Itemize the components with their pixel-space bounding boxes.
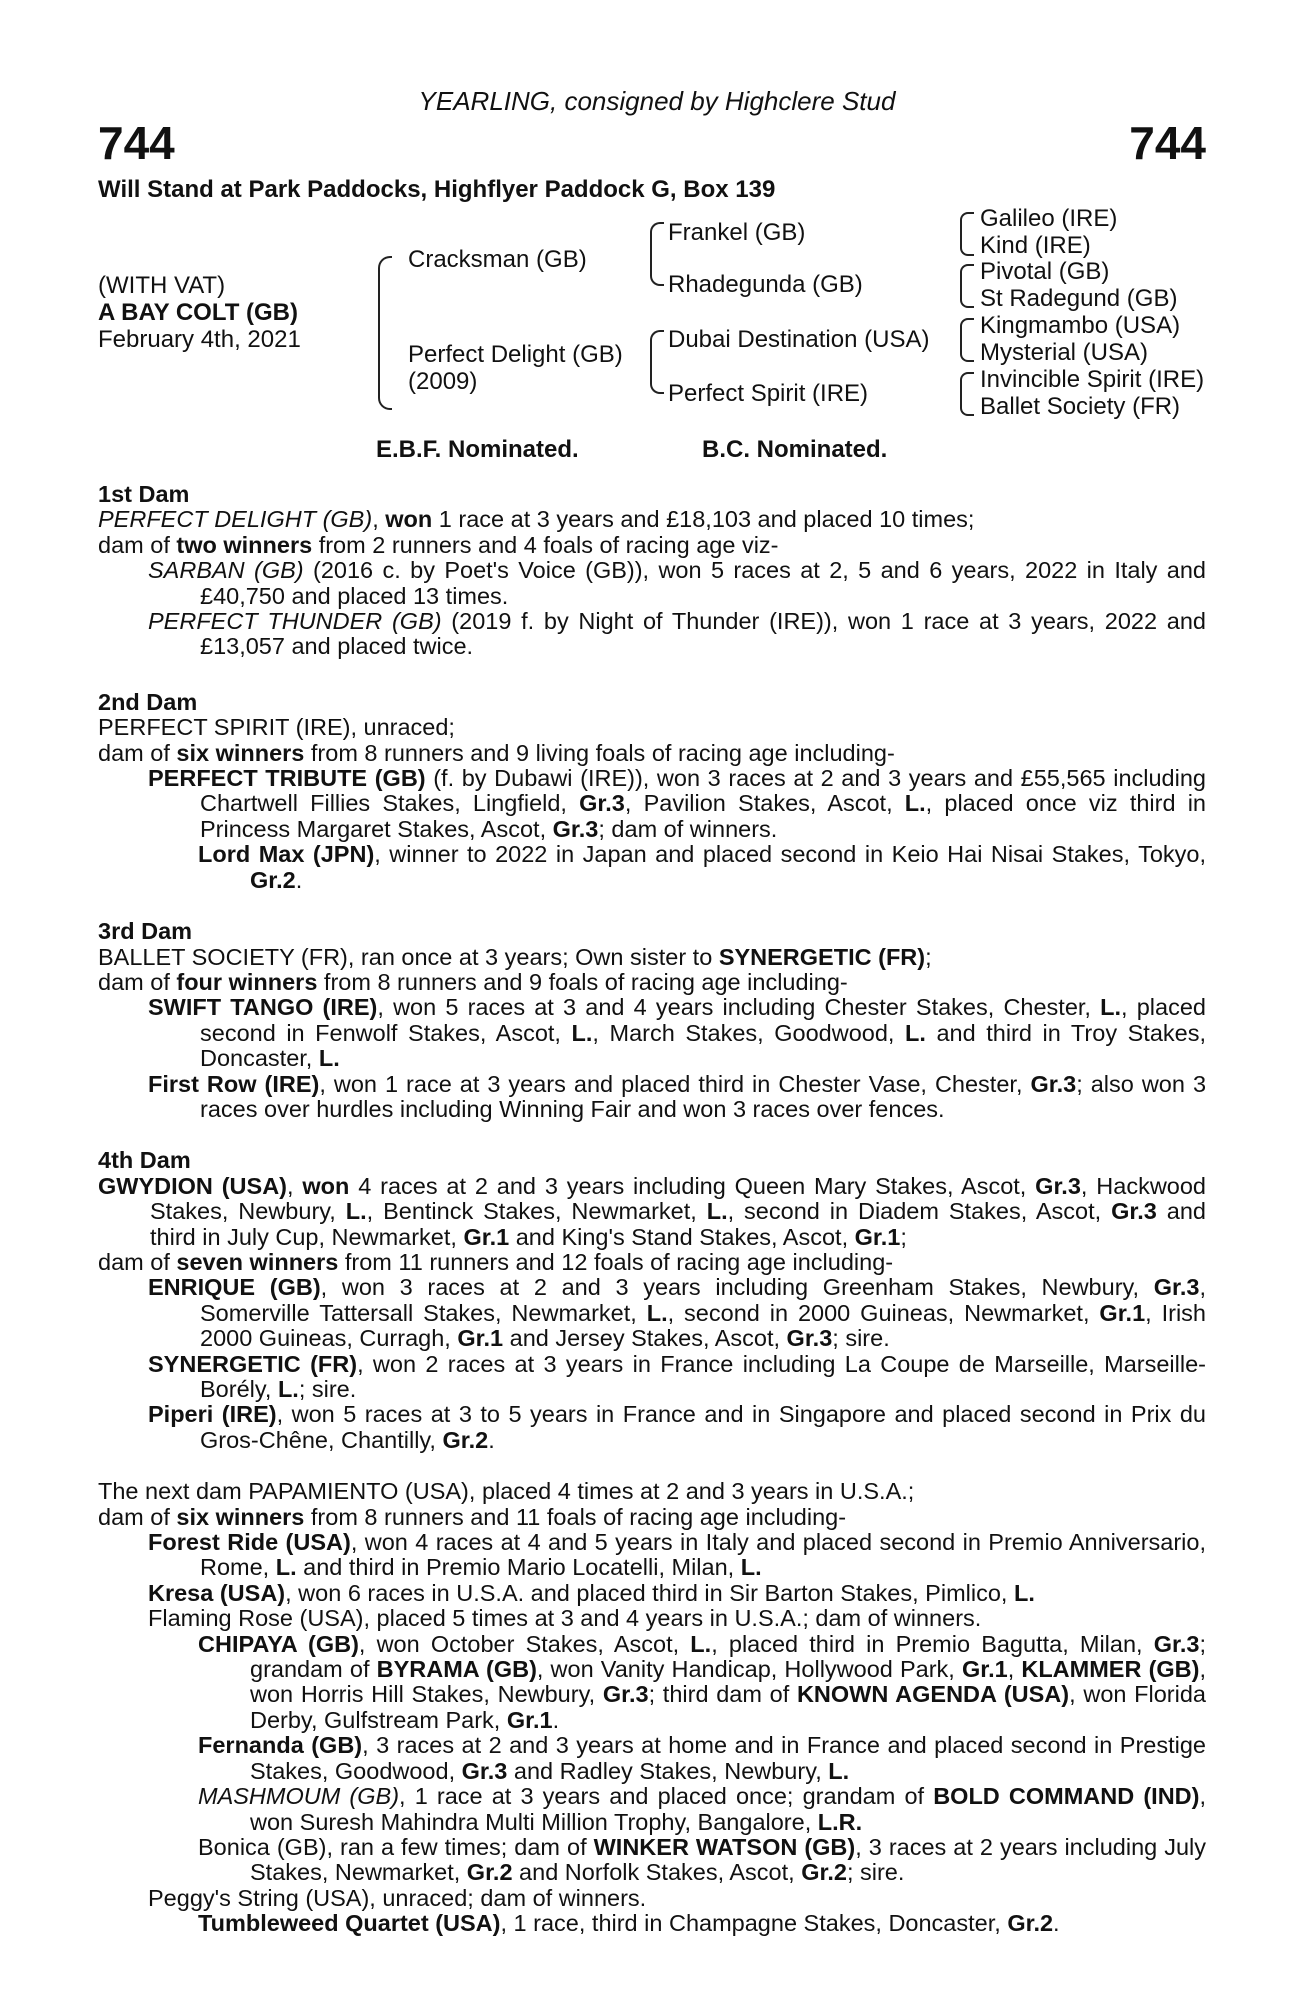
progeny-entry: [98, 1835, 1206, 1886]
text: , won 6 races in U.S.A. and placed third in Sir Barton Stakes, Pimlico,: [285, 1579, 1014, 1606]
text: , Somerville Tattersall Stakes, Newmarket,: [200, 1274, 1207, 1326]
text: and King's Stand Stakes, Ascot,: [509, 1223, 855, 1250]
text: and Radley Stakes, Newbury,: [507, 1757, 829, 1784]
text: ,: [287, 1172, 303, 1199]
produce-summary: [98, 533, 1206, 558]
text: four winners: [176, 968, 318, 995]
text: dam of: [98, 1503, 177, 1530]
dam-record: PERFECT SPIRIT (IRE), unraced;: [98, 714, 455, 741]
progeny-name: PERFECT THUNDER (GB): [148, 608, 442, 635]
text: L.: [1100, 994, 1122, 1021]
progeny-entry: [98, 1352, 1206, 1403]
text: Gr.2: [1007, 1910, 1054, 1937]
brace-ggp-3: [960, 318, 974, 362]
progeny-entry: [98, 995, 1206, 1071]
text: from 8 runners and 9 living foals of racing age including-: [304, 739, 895, 766]
text: ; grandam of: [250, 1630, 1206, 1683]
horse-name: A BAY COLT (GB): [98, 299, 299, 326]
text: , 1 race, third in Champagne Stakes, Doncaster,: [500, 1910, 1008, 1937]
progeny-name: SYNERGETIC (FR): [148, 1350, 358, 1377]
text: , 1 race at 3 years and placed once; grandam of: [399, 1783, 934, 1810]
text: 1 race at 3 years and £18,103 and placed 10 times;: [432, 506, 975, 533]
brace-ggp-1: [960, 212, 974, 256]
text: L.: [318, 1045, 340, 1072]
progeny-name: SWIFT TANGO (IRE): [148, 994, 378, 1021]
text: BALLET SOCIETY (FR), ran once at 3 years; Own sister to: [98, 943, 719, 970]
text: , won Florida Derby, Gulfstream Park,: [250, 1681, 1206, 1733]
second-dam-section: [98, 690, 1206, 893]
ggp-7: Invincible Spirit (IRE): [980, 366, 1205, 393]
text: ,: [1007, 1656, 1022, 1683]
text: Gr.1: [961, 1656, 1008, 1683]
text: Gr.2: [250, 866, 296, 893]
produce-summary: [98, 1505, 1206, 1530]
text: and Jersey Stakes, Ascot,: [503, 1325, 787, 1352]
text: six winners: [176, 1503, 305, 1530]
text: two winners: [176, 531, 313, 558]
text: L.: [646, 1299, 668, 1326]
text: L.: [690, 1630, 712, 1657]
text: Gr.3: [579, 790, 625, 817]
text: and third in Premio Mario Locatelli, Milan,: [296, 1554, 741, 1581]
progeny-entry: [98, 1581, 1206, 1606]
progeny-name: ENRIQUE (GB): [148, 1274, 321, 1301]
text: Gr.3: [1111, 1198, 1157, 1225]
brace-ggp-2: [960, 264, 974, 308]
text: Gr.3: [786, 1325, 833, 1352]
progeny-name: Piperi (IRE): [148, 1401, 277, 1428]
text: , won Suresh Mahindra Multi Million Trophy, Bangalore,: [250, 1783, 1206, 1835]
text: L.: [277, 1376, 299, 1402]
dam-record: [98, 945, 1206, 970]
lot-number-right: 744: [1129, 117, 1206, 169]
text: ; sire.: [298, 1376, 357, 1402]
section-heading: 1st Dam: [98, 481, 190, 507]
text: ; dam of winners.: [598, 815, 778, 842]
text: WINKER WATSON (GB): [593, 1833, 856, 1860]
text: Gr.2: [466, 1859, 513, 1886]
progeny-name: Kresa (USA): [148, 1579, 286, 1606]
next-dam-section: [98, 1479, 1206, 1936]
ggp-8: Ballet Society (FR): [980, 393, 1181, 420]
text: , 3 races at 2 years including July Stakes, Newmarket,: [250, 1833, 1207, 1886]
text: Gr.2: [801, 1859, 847, 1886]
dam-sire: Dubai Destination (USA): [668, 326, 930, 353]
text: ; sire.: [846, 1859, 905, 1886]
dam: Perfect Delight (GB): [408, 341, 623, 368]
produce-summary: [98, 970, 1206, 995]
text: L.: [905, 1019, 926, 1046]
ggp-5: Kingmambo (USA): [980, 312, 1181, 339]
text: Gr.3: [552, 815, 599, 842]
lot-number-left: 744: [98, 117, 175, 169]
text: Gr.1: [1099, 1299, 1146, 1326]
text: BYRAMA (GB): [376, 1656, 537, 1683]
text: L.: [904, 790, 926, 817]
text: ;: [900, 1223, 907, 1250]
text: SYNERGETIC (FR): [718, 943, 926, 970]
sire: Cracksman (GB): [408, 246, 587, 273]
first-dam-section: [98, 482, 1206, 660]
text: , Pavilion Stakes, Ascot,: [624, 790, 905, 817]
text: , won Horris Hill Stakes, Newbury,: [250, 1656, 1206, 1708]
text: , won 5 races at 3 and 4 years including Chester Stakes, Chester,: [377, 994, 1101, 1021]
third-dam-section: [98, 919, 1206, 1122]
brace-ggp-4: [960, 372, 974, 416]
progeny-entry: [98, 1275, 1206, 1351]
ggp-2: Kind (IRE): [980, 232, 1091, 259]
text: Gr.3: [1035, 1172, 1081, 1199]
text: , placed third in Premio Bagutta, Milan,: [711, 1630, 1154, 1657]
text: Gr.3: [1153, 1630, 1200, 1657]
brace-generation-1: [378, 256, 392, 410]
text: won: [302, 1172, 350, 1199]
text: Gr.3: [602, 1681, 649, 1708]
sire-dam: Rhadegunda (GB): [668, 271, 863, 298]
text: L.: [740, 1554, 762, 1581]
text: six winners: [176, 739, 305, 766]
progeny-entry: [98, 766, 1206, 842]
ggp-6: Mysterial (USA): [980, 339, 1149, 366]
text: and third in July Cup, Newmarket,: [150, 1198, 1206, 1250]
text: dam of: [98, 739, 177, 766]
progeny-entry: [98, 1733, 1206, 1784]
text: BOLD COMMAND (IND): [933, 1783, 1200, 1810]
progeny-name: MASHMOUM (GB): [198, 1783, 400, 1810]
progeny-name: Tumbleweed Quartet (USA): [198, 1910, 501, 1937]
text: ;: [925, 943, 932, 970]
text: , 3 races at 2 and 3 years at home and in France and placed second in Prestige Stakes, Goodwood,: [250, 1732, 1206, 1784]
vat-note: (WITH VAT): [98, 272, 226, 299]
section-heading: 3rd Dam: [98, 918, 193, 945]
text: .: [1053, 1910, 1060, 1937]
progeny-entry: [98, 1784, 1206, 1835]
progeny-name: PERFECT TRIBUTE (GB): [148, 765, 426, 792]
progeny-entry: [98, 1530, 1206, 1581]
text: , won 5 races at 3 to 5 years in France and in Singapore and placed second in Prix du Gros-Chêne, Chantilly,: [200, 1401, 1206, 1453]
text: from 8 runners and 11 foals of racing age including-: [304, 1503, 847, 1530]
text: .: [552, 1706, 560, 1733]
text: Gr.1: [463, 1223, 510, 1250]
progeny-name: CHIPAYA (GB): [198, 1630, 359, 1657]
text: L.: [275, 1554, 297, 1581]
dam-year: (2009): [408, 368, 478, 395]
sire-sire: Frankel (GB): [668, 219, 806, 246]
section-heading: 4th Dam: [98, 1147, 191, 1174]
text: seven winners: [176, 1248, 339, 1275]
foaling-date: February 4th, 2021: [98, 326, 301, 353]
text: KNOWN AGENDA (USA): [796, 1681, 1070, 1708]
text: , placed second in Fenwolf Stakes, Ascot,: [200, 994, 1206, 1046]
text: 4 races at 2 and 3 years including Queen Mary Stakes, Ascot,: [349, 1172, 1036, 1199]
progeny-entry: [98, 609, 1206, 660]
text: Bonica (GB), ran a few times; dam of: [198, 1833, 594, 1860]
text: dam of: [98, 1248, 177, 1275]
text: , March Stakes, Goodwood,: [592, 1019, 906, 1046]
text: Gr.3: [1030, 1070, 1077, 1097]
text: , second in Diadem Stakes, Ascot,: [727, 1198, 1112, 1225]
catalogue-body: [98, 482, 1206, 1937]
text: won: [385, 506, 433, 533]
text: , placed once viz third in Princess Margaret Stakes, Ascot,: [200, 790, 1207, 842]
dam-name: PERFECT DELIGHT (GB): [98, 506, 373, 533]
text: , won 1 race at 3 years and placed third in Chester Vase, Chester,: [319, 1070, 1031, 1097]
progeny-entry: Peggy's String (USA), unraced; dam of winners.: [148, 1884, 647, 1911]
progeny-entry: [98, 842, 1206, 893]
text: , won Vanity Handicap, Hollywood Park,: [536, 1656, 962, 1683]
text: (f. by Dubawi (IRE)), won 3 races at 2 and 3 years and £55,565 including Chartwell Fillies Stakes, Lingfield,: [200, 765, 1206, 817]
text: (2019 f. by Night of Thunder (IRE)), won 1 race at 3 years, 2022 and £13,057 and placed twice.: [200, 608, 1206, 660]
text: , won 2 races at 3 years in France including La Coupe de Marseille, Marseille-Borély,: [200, 1350, 1206, 1402]
text: from 2 runners and 4 foals of racing age viz-: [312, 531, 779, 558]
progeny-name: SARBAN (GB): [148, 557, 304, 584]
progeny-entry: [98, 1632, 1206, 1734]
progeny-name: Lord Max (JPN): [198, 841, 375, 868]
text: L.R.: [817, 1808, 863, 1835]
text: , Irish 2000 Guineas, Curragh,: [200, 1299, 1206, 1352]
text: Gr.1: [457, 1325, 504, 1352]
stabling-location: Will Stand at Park Paddocks, Highflyer Paddock G, Box 139: [98, 176, 776, 203]
text: , won 3 races at 2 and 3 years including Greenham Stakes, Newbury,: [320, 1274, 1154, 1301]
consignment-subtitle: YEARLING, consigned by Highclere Stud: [418, 86, 896, 116]
text: ; also won 3 races over hurdles including Winning Fair and won 3 races over fences.: [200, 1070, 1207, 1122]
text: and third in Troy Stakes, Doncaster,: [200, 1019, 1206, 1072]
text: and Norfolk Stakes, Ascot,: [512, 1859, 802, 1886]
text: Gr.3: [461, 1757, 508, 1784]
dam-record: [98, 1174, 1206, 1250]
text: , second in 2000 Guineas, Newmarket,: [667, 1299, 1100, 1326]
text: (2016 c. by Poet's Voice (GB)), won 5 races at 2, 5 and 6 years, 2022 in Italy and £40,750 and placed 13 times.: [200, 557, 1206, 609]
text: L.: [1013, 1579, 1035, 1606]
text: .: [488, 1426, 495, 1453]
text: from 8 runners and 9 foals of racing age including-: [317, 968, 848, 995]
section-heading: 2nd Dam: [98, 688, 198, 715]
text: L.: [571, 1019, 593, 1046]
dam-record: The next dam PAPAMIENTO (USA), placed 4 times at 2 and 3 years in U.S.A.;: [98, 1478, 915, 1505]
text: Gr.3: [1153, 1274, 1200, 1301]
dam-dam: Perfect Spirit (IRE): [668, 380, 869, 407]
text: L.: [828, 1757, 850, 1784]
text: ,: [372, 506, 386, 533]
progeny-name: First Row (IRE): [148, 1070, 320, 1097]
bc-nomination: B.C. Nominated.: [702, 436, 888, 463]
text: ; sire.: [832, 1325, 890, 1352]
text: , Bentinck Stakes, Newmarket,: [366, 1198, 707, 1225]
progeny-entry: [98, 1402, 1206, 1453]
progeny-entry: [98, 1911, 1206, 1936]
text: KLAMMER (GB): [1021, 1656, 1200, 1683]
text: L.: [345, 1198, 367, 1225]
progeny-entry: Flaming Rose (USA), placed 5 times at 3 and 4 years in U.S.A.; dam of winners.: [148, 1605, 982, 1632]
text: dam of: [98, 531, 177, 558]
produce-summary: [98, 741, 1206, 766]
text: , winner to 2022 in Japan and placed second in Keio Hai Nisai Stakes, Tokyo,: [374, 841, 1206, 868]
produce-summary: [98, 1250, 1206, 1275]
text: Gr.2: [442, 1426, 489, 1453]
text: , won October Stakes, Ascot,: [358, 1630, 691, 1657]
fourth-dam-section: [98, 1148, 1206, 1453]
dam-name: GWYDION (USA): [98, 1172, 287, 1199]
text: Gr.1: [506, 1706, 553, 1733]
brace-sire-line: [650, 222, 664, 286]
text: ; third dam of: [648, 1681, 797, 1708]
text: , Hackwood Stakes, Newbury,: [150, 1172, 1206, 1225]
text: .: [295, 866, 303, 893]
progeny-entry: [98, 558, 1206, 609]
progeny-entry: [98, 1072, 1206, 1123]
ggp-1: Galileo (IRE): [980, 205, 1118, 232]
text: from 11 runners and 12 foals of racing age including-: [338, 1248, 894, 1275]
brace-dam-line: [650, 330, 664, 394]
text: , won 4 races at 4 and 5 years in Italy and placed second in Premio Anniversario, Rome,: [200, 1529, 1206, 1581]
progeny-name: Fernanda (GB): [198, 1732, 363, 1759]
progeny-name: Forest Ride (USA): [148, 1529, 351, 1556]
ggp-3: Pivotal (GB): [980, 258, 1110, 285]
text: dam of: [98, 968, 177, 995]
ggp-4: St Radegund (GB): [980, 285, 1178, 312]
dam-record: [98, 507, 1206, 532]
text: L.: [706, 1198, 728, 1225]
ebf-nomination: E.B.F. Nominated.: [376, 436, 579, 463]
text: Gr.1: [854, 1223, 901, 1250]
